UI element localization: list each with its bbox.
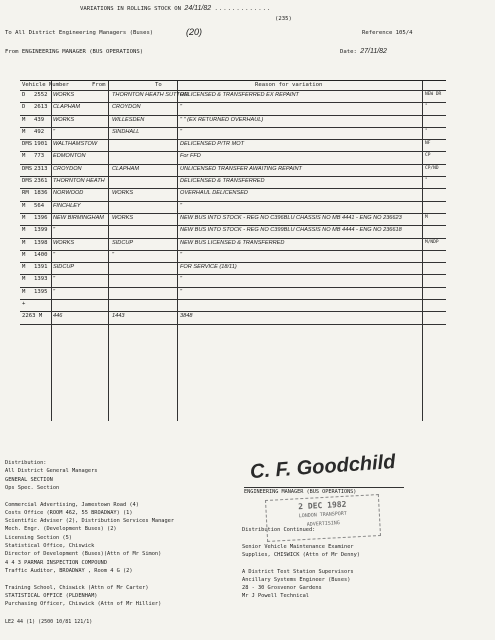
table-row <box>20 251 446 263</box>
reason: " " (EX RETURNED OVERHAUL) <box>180 116 264 123</box>
vehicle-number: 1395 <box>34 288 48 295</box>
table-row <box>20 300 446 312</box>
from-garage: " <box>53 227 55 234</box>
distribution-line: Statistical Office, Chiswick <box>5 543 95 549</box>
distribution-line: Ops Spec. Section <box>5 484 60 491</box>
remark: " <box>425 128 428 134</box>
from-garage: WORKS <box>53 92 75 98</box>
reason: " <box>180 104 182 111</box>
table-row <box>20 214 446 226</box>
table-row <box>20 128 446 140</box>
distribution-line: 4 4 3 PARMAR INSPECTION COMPOUND <box>5 559 108 566</box>
document-title: VARIATIONS IN ROLLING STOCK ON 24/11/82 ............. <box>80 5 272 12</box>
remark: " <box>425 104 428 110</box>
col-to: To <box>155 82 162 88</box>
from-garage: WORKS <box>53 239 75 246</box>
vehicle-class: M <box>22 264 26 271</box>
reason: NEW BUS LICENSED & TRANSFERRED <box>180 239 285 246</box>
remark: NF <box>425 141 431 147</box>
date-line <box>340 48 387 56</box>
distribution-line: Distribution: <box>5 460 47 466</box>
stamp-line-1: LONDON TRANSPORT <box>298 510 348 520</box>
col-vehicle: Vehicle Number <box>22 82 70 88</box>
remark: NEW DR <box>425 92 442 97</box>
stamp-date: 2 DEC 1982 <box>298 499 347 512</box>
table-row <box>20 312 446 324</box>
reason: NEW BUS INTO STOCK - REG NO C399BLU CHASSIS NO MB 4444 - ENG NO 236618 <box>180 227 402 234</box>
vehicle-number: 492 <box>34 128 45 135</box>
table-row <box>20 152 446 164</box>
distribution-line: Ancillary Systems Engineer (Buses) <box>242 576 351 583</box>
vehicle-number: 1901 <box>34 141 48 148</box>
form-code: LE2 44 (1) (2500 10/81 121/1) <box>5 619 93 625</box>
distribution-line: 28 - 30 Grosvenor Gardens <box>242 585 322 592</box>
table-row <box>20 226 446 238</box>
to-line: To All District Engineering Managers (Buses) <box>5 30 154 36</box>
distribution-line: Purchasing Officer, Chiswick (Attn of Mr Hillier) <box>5 601 162 608</box>
from-garage: NEW BIRMINGHAM <box>53 214 104 221</box>
vehicle-number: 1396 <box>34 214 48 221</box>
vehicle-class: M <box>22 214 26 221</box>
vehicle-number: 2552 <box>34 92 48 98</box>
from-garage: FINCHLEY <box>53 202 81 209</box>
remark: M/NDP <box>425 239 439 245</box>
to-garage: SINDHALL <box>112 128 140 135</box>
reference: Reference 105/4 <box>362 30 413 36</box>
vehicle-number: 773 <box>34 153 45 160</box>
vehicle-number: 439 <box>34 116 45 123</box>
remark: CP/ND <box>425 165 439 171</box>
title-prefix: VARIATIONS IN ROLLING STOCK ON <box>80 6 182 12</box>
date-label: Date: <box>340 49 357 55</box>
distribution-line: Traffic Auditor, BROADWAY , Room 4 G (2) <box>5 567 133 574</box>
col-reason: Reason for variation <box>255 82 323 88</box>
from-garage: " <box>53 128 55 135</box>
vehicle-class: M <box>22 128 26 135</box>
reason: " <box>180 251 182 258</box>
vehicle-class: DMS <box>22 141 33 148</box>
date-value: 27/11/82 <box>360 48 387 55</box>
vehicle-number: 1393 <box>34 276 48 283</box>
title-date: 24/11/82 <box>184 5 212 12</box>
distribution-line: Costs Office (ROOM 462, 55 BROADWAY) (1) <box>5 509 133 516</box>
vehicle-number: 1399 <box>34 227 48 234</box>
reason: RELICENSED & TRANSFERRED EX REPAINT <box>180 92 299 98</box>
table-row <box>20 263 446 275</box>
remark: M <box>425 214 428 220</box>
stamp-line-2: ADVERTISING <box>306 520 341 528</box>
vehicle-class: DMS <box>22 165 33 172</box>
reason: DELICENSED & TRANSFERRED <box>180 178 265 185</box>
from-line: From ENGINEERING MANAGER (BUS OPERATIONS) <box>5 49 144 55</box>
distribution-line: Senior Vehicle Maintenance Examiner <box>242 543 354 550</box>
signature-title: ENGINEERING MANAGER (BUS OPERATIONS) <box>244 487 404 496</box>
to-garage: CROYDON <box>112 104 141 111</box>
vehicle-number: 1391 <box>34 264 48 271</box>
reason: DELICENSED P/TR MOT <box>180 141 245 148</box>
vehicle-class: M <box>22 153 26 160</box>
remark: " <box>425 178 428 184</box>
from-garage: EDMONTON <box>53 153 86 160</box>
notice-number: (235) <box>275 16 292 22</box>
to-garage: SIDCUP <box>112 239 134 246</box>
vehicle-class: M <box>22 116 26 123</box>
vehicle-class: RM <box>22 190 29 197</box>
vehicle-class: M <box>22 202 26 209</box>
distribution-line: Mech. Engr. (Development Buses) (2) <box>5 526 117 533</box>
reason: OVERHAUL DELICENSED <box>180 190 248 197</box>
vehicle-class: 2263 M <box>22 313 43 320</box>
from-garage: NORWOOD <box>53 190 84 197</box>
vehicle-class: M <box>22 251 26 258</box>
table-row <box>20 288 446 300</box>
vehicle-number: 2361 <box>34 178 48 185</box>
to-garage: 1443 <box>112 313 125 320</box>
table-row <box>20 116 446 128</box>
to-garage: WORKS <box>112 214 134 221</box>
from-garage: THORNTON HEATH <box>53 178 105 185</box>
from-garage: WALTHAMSTOW <box>53 141 98 148</box>
table-row <box>20 140 446 152</box>
vehicle-number: 564 <box>34 202 45 209</box>
to-garage: THORNTON HEATH SUTTON <box>112 92 189 98</box>
from-garage: " <box>53 276 55 283</box>
reason: UNLICENSED TRANSFER AWAITING REPAINT <box>180 165 302 172</box>
vehicle-class: M <box>22 276 26 283</box>
distribution-line: GENERAL SECTION <box>5 476 53 483</box>
from-garage: WORKS <box>53 116 75 123</box>
reason: " <box>180 288 182 295</box>
to-garage: " <box>112 251 114 258</box>
table-row <box>20 103 446 115</box>
reason: " <box>180 202 182 209</box>
signature: C. F. Goodchild <box>249 450 397 484</box>
vehicle-class: DMS <box>22 178 33 185</box>
table-row <box>20 189 446 201</box>
vehicle-class: + <box>22 301 26 308</box>
from-garage: SIDCUP <box>53 264 75 271</box>
table-row <box>20 239 446 251</box>
from-garage: " <box>53 288 55 295</box>
from-garage: " <box>53 251 55 258</box>
reason: NEW BUS INTO STOCK - REG NO C396BLU CHASSIS NO MB 4441 - ENG NO 236623 <box>180 214 402 221</box>
vehicle-number: 2613 <box>34 104 48 111</box>
distribution-line: All District General Managers <box>5 468 98 475</box>
table-row <box>20 177 446 189</box>
distribution-line: STATISTICAL OFFICE (PLDENHAM) <box>5 592 98 599</box>
reason: 3848 <box>180 313 193 320</box>
distribution-line: Commercial Advertising, Jamestown Road (4) <box>5 501 139 508</box>
reason: For FFD <box>180 153 201 160</box>
distribution-line: Director of Development (Buses)(Attn of Mr Simon) <box>5 551 162 558</box>
from-garage: CLAPHAM <box>53 104 81 111</box>
vehicle-class: M <box>22 239 26 246</box>
distribution-line: Licensing Section (5) <box>5 534 72 541</box>
distribution-line: Distribution Continued: <box>242 527 316 533</box>
distribution-line: Supplies, CHISWICK (Attn of Mr Denny) <box>242 551 360 558</box>
to-garage: WILLESDEN <box>112 116 145 123</box>
reason: FOR SERVICE (18/11) <box>180 264 237 271</box>
district-number: (20) <box>186 27 203 37</box>
vehicle-number: 2313 <box>34 165 48 172</box>
variations-table <box>20 80 446 325</box>
table-row <box>20 275 446 287</box>
distribution-line: Mr J Powell Technical <box>242 593 309 600</box>
table-header <box>20 81 446 91</box>
to-garage: CLAPHAM <box>112 165 140 172</box>
table-row <box>20 91 446 103</box>
vehicle-class: M <box>22 288 26 295</box>
vehicle-class: D <box>22 104 26 111</box>
vehicle-class: M <box>22 227 26 234</box>
table-row <box>20 165 446 177</box>
col-from: From <box>92 82 106 88</box>
vehicle-number: 1400 <box>34 251 48 258</box>
to-garage: WORKS <box>112 190 134 197</box>
table-row <box>20 202 446 214</box>
remark: CP <box>425 153 431 159</box>
reason: " <box>180 276 182 283</box>
reason: " <box>180 128 182 135</box>
vehicle-number: 1398 <box>34 239 48 246</box>
distribution-line: Scientific Adviser (2), Distribution Services Manager <box>5 518 175 525</box>
vehicle-number: 1836 <box>34 190 48 197</box>
received-stamp <box>265 494 381 542</box>
distribution-line: A District Test Station Supervisors <box>242 568 354 575</box>
from-garage: CROYDON <box>53 165 82 172</box>
vehicle-class: D <box>22 92 26 98</box>
from-garage: 446 <box>53 313 63 320</box>
distribution-line: Training School, Chiswick (Attn of Mr Carter) <box>5 584 149 591</box>
